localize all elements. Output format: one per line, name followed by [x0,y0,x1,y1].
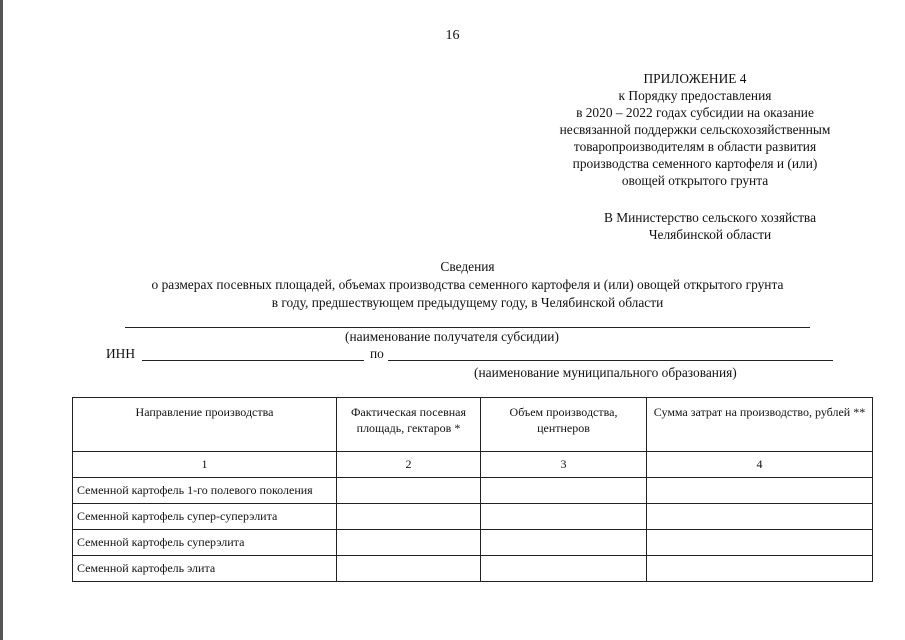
column-number: 4 [647,452,873,478]
table-row [73,504,873,530]
recipient-name-caption: (наименование получателя субсидии) [345,329,559,344]
column-number: 1 [73,452,337,478]
data-table [72,397,873,582]
page-number: 16 [445,28,460,43]
volume-cell[interactable] [481,478,647,504]
po-label: по [370,346,384,361]
area-cell[interactable] [337,556,481,582]
appendix-line: производства семенного картофеля и (или) [572,156,818,171]
addressee-line: В Министерство сельского хозяйства [603,210,817,225]
document-title: Сведения [440,259,495,274]
inn-field[interactable] [142,360,364,361]
municipality-field[interactable] [388,360,833,361]
cost-cell[interactable] [647,504,873,530]
row-label: Семенной картофель элита [73,556,337,582]
cost-cell[interactable] [647,478,873,504]
row-label: Семенной картофель 1-го полевого поколения [73,478,337,504]
document-subtitle-line: в году, предшествующем предыдущему году, в Челябинской области [271,295,664,310]
appendix-block [545,70,845,189]
table-row [73,556,873,582]
page-left-edge [0,0,3,640]
row-label: Семенной картофель супер-суперэлита [73,504,337,530]
municipality-caption: (наименование муниципального образования) [474,365,737,380]
appendix-line: к Порядку предоставления [618,88,772,103]
column-header: Направление производства [73,398,337,452]
column-number-row [73,452,873,478]
appendix-line: в 2020 – 2022 годах субсидии на оказание [576,105,814,120]
appendix-line: несвязанной поддержки сельскохозяйственным [559,122,831,137]
table-header-row [73,398,873,452]
table-row [73,478,873,504]
document-subtitle-line: о размерах посевных площадей, объемах производства семенного картофеля и (или) овощей открытого грунта [151,277,784,292]
area-cell[interactable] [337,478,481,504]
cost-cell[interactable] [647,556,873,582]
recipient-name-field[interactable] [125,327,810,328]
area-cell[interactable] [337,504,481,530]
appendix-line: овощей открытого грунта [621,173,769,188]
volume-cell[interactable] [481,556,647,582]
table-row [73,530,873,556]
column-header: Фактическая посевная площадь, гектаров * [337,398,481,452]
column-number: 2 [337,452,481,478]
inn-label: ИНН [106,346,136,361]
addressee-block [560,209,860,243]
volume-cell[interactable] [481,504,647,530]
appendix-line: товаропроизводителям в области развития [573,139,817,154]
area-cell[interactable] [337,530,481,556]
volume-cell[interactable] [481,530,647,556]
document-heading [0,258,905,312]
appendix-line: ПРИЛОЖЕНИЕ 4 [643,71,747,86]
cost-cell[interactable] [647,530,873,556]
column-number: 3 [481,452,647,478]
row-label: Семенной картофель суперэлита [73,530,337,556]
column-header: Сумма затрат на производство, рублей ** [647,398,873,452]
column-header: Объем производства, центнеров [481,398,647,452]
addressee-line: Челябинской области [648,227,772,242]
